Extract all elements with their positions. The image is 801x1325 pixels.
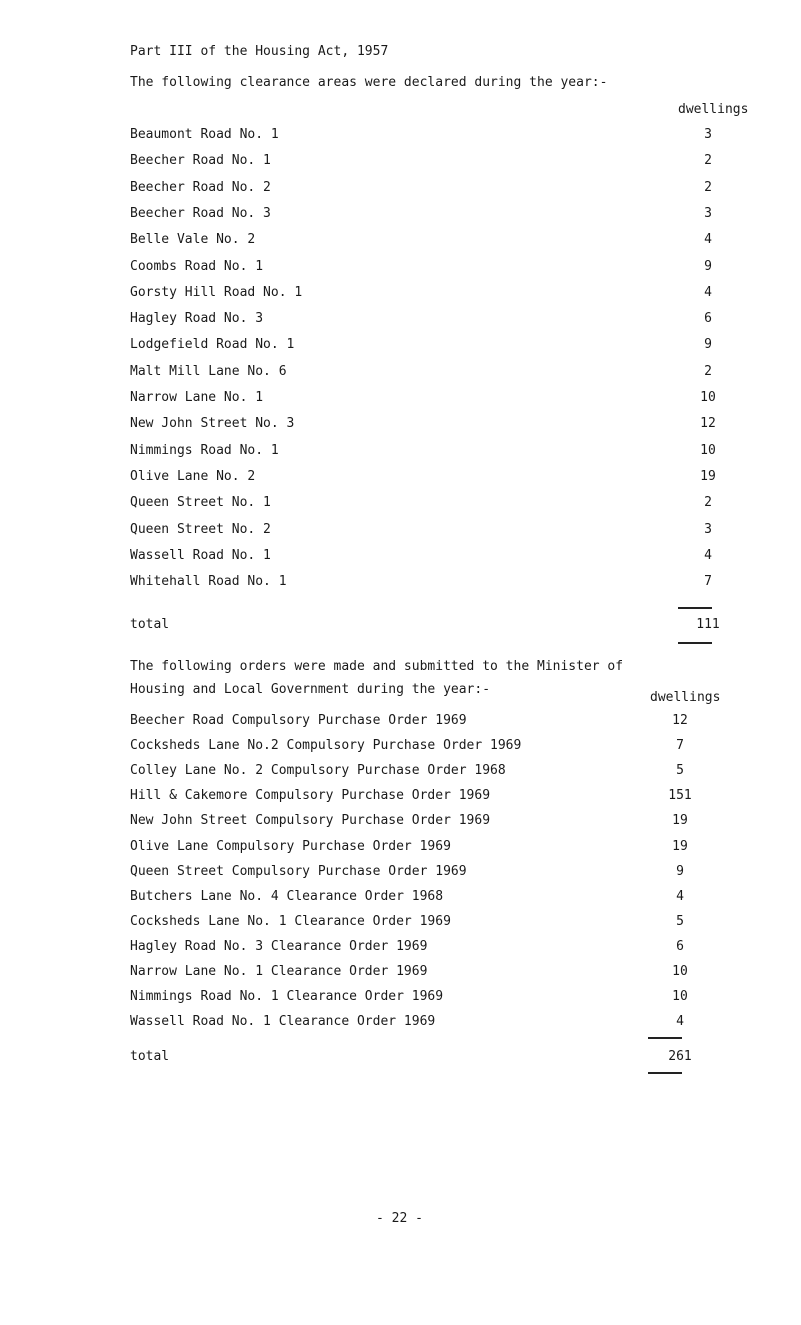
order-row [130, 1014, 730, 1032]
orders-total-row [130, 1049, 730, 1067]
order-row-name: Butchers Lane No. 4 Clearance Order 1968 [130, 888, 444, 904]
order-row-name: Olive Lane Compulsory Purchase Order 1969 [130, 838, 451, 854]
clearance-row [130, 259, 730, 277]
order-row-value: 10 [672, 989, 688, 1005]
order-row [130, 914, 730, 932]
section-heading: Part III of the Housing Act, 1957 [130, 44, 389, 59]
total-value: 111 [696, 617, 720, 632]
order-row [130, 738, 730, 756]
orders-intro-line1: The following orders were made and submitted to the Minister of [130, 659, 624, 674]
clearance-row [130, 311, 730, 329]
clearance-row-value: 19 [700, 468, 716, 484]
order-row [130, 839, 730, 857]
clearance-column-header: dwellings [678, 102, 749, 117]
clearance-row-name: Beecher Road No. 3 [130, 205, 271, 221]
clearance-row [130, 153, 730, 171]
order-row [130, 788, 730, 806]
clearance-row-name: Malt Mill Lane No. 6 [130, 363, 287, 379]
clearance-row-name: Narrow Lane No. 1 [130, 390, 264, 405]
clearance-row-value: 6 [704, 311, 712, 327]
order-row-value: 4 [676, 888, 684, 904]
order-row-name: Narrow Lane No. 1 Clearance Order 1969 [130, 964, 428, 979]
clearance-row [130, 180, 730, 198]
orders-total-rule-top [648, 1037, 682, 1039]
clearance-total-row [130, 617, 730, 635]
clearance-row-name: Belle Vale No. 2 [130, 232, 256, 248]
order-row-name: Hagley Road No. 3 Clearance Order 1969 [130, 938, 428, 954]
clearance-row [130, 127, 730, 145]
clearance-row [130, 337, 730, 355]
order-row-value: 5 [676, 913, 684, 929]
clearance-row [130, 495, 730, 513]
clearance-row-name: Nimmings Road No. 1 [130, 442, 279, 458]
order-row-value: 19 [672, 813, 688, 829]
clearance-row-name: Coombs Road No. 1 [130, 258, 264, 274]
clearance-row-value: 10 [700, 442, 716, 458]
clearance-row [130, 206, 730, 224]
clearance-row [130, 574, 730, 592]
total-label: total [130, 617, 170, 632]
clearance-row-value: 4 [704, 284, 712, 300]
clearance-row-value: 4 [704, 232, 712, 248]
clearance-row-value: 3 [704, 127, 712, 142]
order-row-value: 10 [672, 964, 688, 979]
order-row [130, 964, 730, 982]
order-row [130, 864, 730, 882]
clearance-row-value: 2 [704, 363, 712, 379]
order-row [130, 763, 730, 781]
clearance-row [130, 416, 730, 434]
clearance-row-value: 10 [700, 390, 716, 405]
clearance-row [130, 469, 730, 487]
clearance-row-name: Beaumont Road No. 1 [130, 127, 279, 142]
orders-total-rule-bottom [648, 1072, 682, 1074]
order-row-value: 9 [676, 863, 684, 879]
order-row-name: New John Street Compulsory Purchase Order 1969 [130, 813, 491, 829]
page-number: - 22 - [376, 1211, 423, 1226]
clearance-row-value: 12 [700, 416, 716, 432]
order-row-value: 12 [672, 713, 688, 728]
clearance-row [130, 232, 730, 250]
clearance-row [130, 285, 730, 303]
clearance-row [130, 390, 730, 408]
order-row [130, 889, 730, 907]
clearance-row-value: 3 [704, 521, 712, 537]
orders-total-label: total [130, 1049, 170, 1064]
clearance-row-name: Lodgefield Road No. 1 [130, 337, 295, 353]
clearance-row-value: 2 [704, 495, 712, 511]
clearance-row-name: Beecher Road No. 1 [130, 153, 271, 169]
order-row-value: 5 [676, 763, 684, 779]
clearance-row-name: New John Street No. 3 [130, 416, 295, 432]
order-row-name: Wassell Road No. 1 Clearance Order 1969 [130, 1014, 436, 1030]
orders-intro-line2: Housing and Local Government during the year:- [130, 682, 491, 697]
order-row-name: Nimmings Road No. 1 Clearance Order 1969 [130, 989, 444, 1005]
orders-total-value: 261 [668, 1049, 692, 1064]
order-row-value: 19 [672, 838, 688, 854]
order-row-name: Cocksheds Lane No.2 Compulsory Purchase Order 1969 [130, 738, 522, 754]
clearance-row-value: 3 [704, 205, 712, 221]
clearance-row-name: Wassell Road No. 1 [130, 547, 271, 563]
clearance-row-value: 4 [704, 547, 712, 563]
orders-column-header: dwellings [650, 690, 721, 705]
order-row [130, 989, 730, 1007]
clearance-row-name: Olive Lane No. 2 [130, 468, 256, 484]
clearance-row [130, 364, 730, 382]
clearance-row-value: 9 [704, 337, 712, 353]
order-row [130, 813, 730, 831]
total-rule-bottom [678, 642, 712, 644]
clearance-intro: The following clearance areas were declared during the year:- [130, 75, 608, 90]
order-row-value: 7 [676, 738, 684, 754]
clearance-row-value: 9 [704, 258, 712, 274]
clearance-row [130, 443, 730, 461]
order-row [130, 713, 730, 731]
clearance-row-name: Queen Street No. 1 [130, 495, 271, 511]
order-row-name: Beecher Road Compulsory Purchase Order 1969 [130, 713, 467, 728]
order-row-value: 6 [676, 938, 684, 954]
clearance-row-name: Gorsty Hill Road No. 1 [130, 284, 303, 300]
order-row-name: Queen Street Compulsory Purchase Order 1969 [130, 863, 467, 879]
clearance-row-value: 2 [704, 179, 712, 195]
total-rule-top [678, 607, 712, 609]
clearance-row-value: 2 [704, 153, 712, 169]
clearance-row-value: 7 [704, 574, 712, 590]
clearance-row-name: Hagley Road No. 3 [130, 311, 264, 327]
clearance-row-name: Beecher Road No. 2 [130, 179, 271, 195]
clearance-row [130, 548, 730, 566]
order-row-name: Hill & Cakemore Compulsory Purchase Order 1969 [130, 788, 491, 804]
clearance-row-name: Whitehall Road No. 1 [130, 574, 287, 590]
order-row-value: 151 [668, 788, 692, 804]
clearance-row [130, 522, 730, 540]
order-row-value: 4 [676, 1014, 684, 1030]
order-row [130, 939, 730, 957]
clearance-row-name: Queen Street No. 2 [130, 521, 271, 537]
order-row-name: Cocksheds Lane No. 1 Clearance Order 1969 [130, 913, 451, 929]
order-row-name: Colley Lane No. 2 Compulsory Purchase Order 1968 [130, 763, 506, 779]
